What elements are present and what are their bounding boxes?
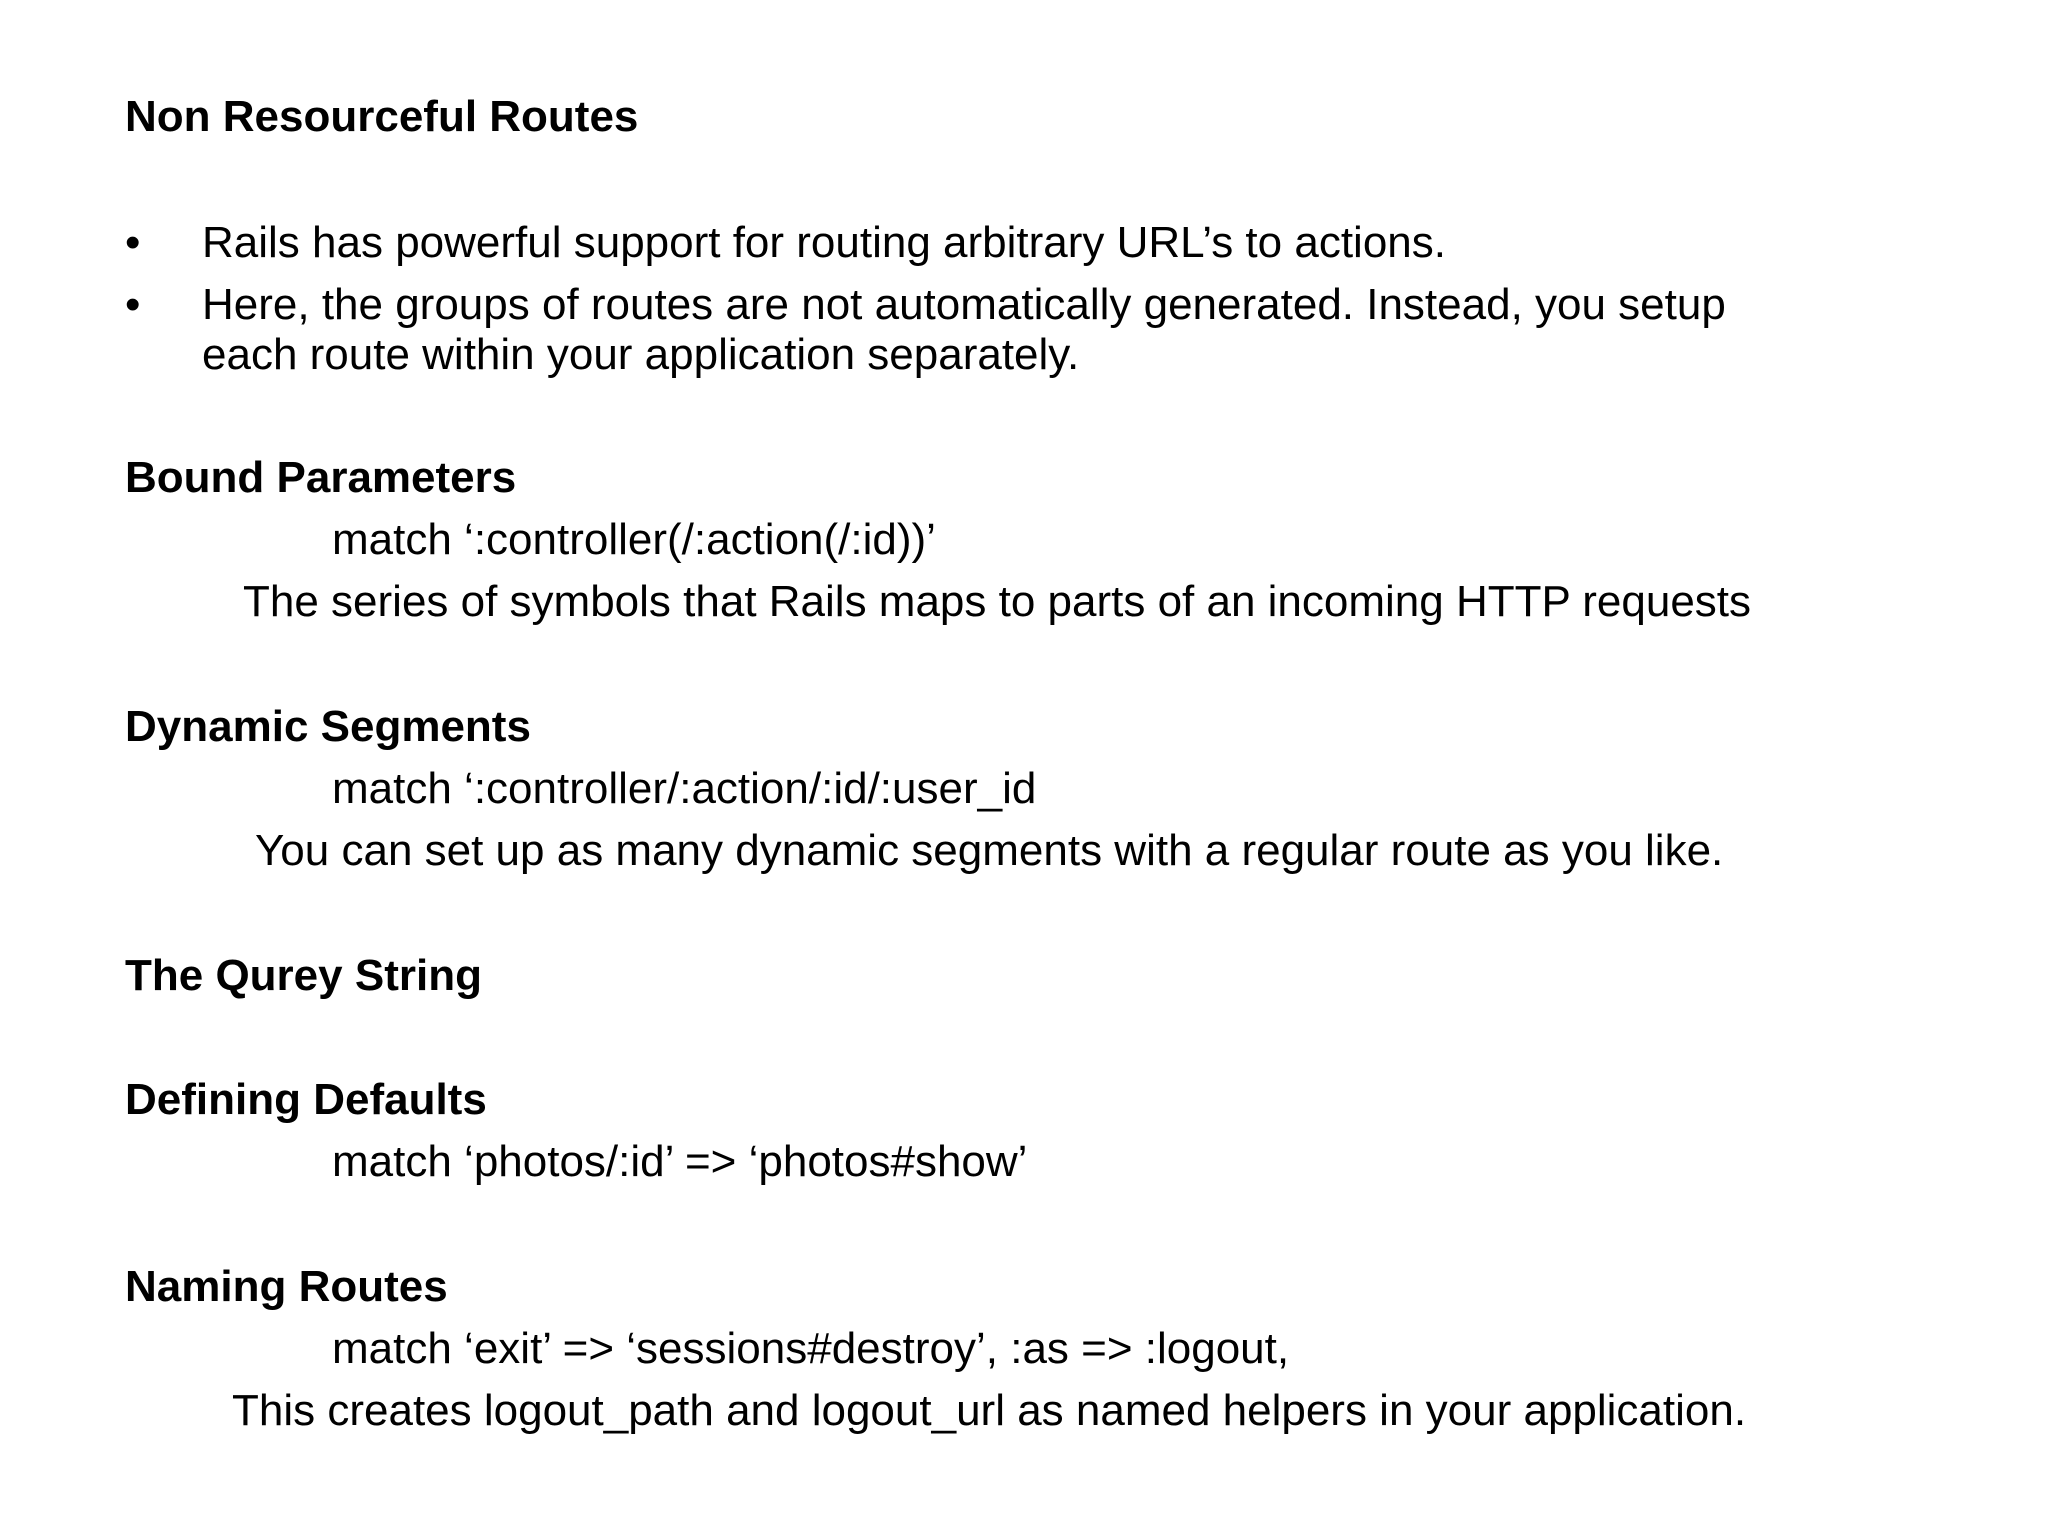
bullet-text-continuation: each route within your application separately. <box>202 330 1080 379</box>
bullet-marker: • <box>125 280 141 329</box>
heading-defining-defaults: Defining Defaults <box>125 1075 487 1124</box>
description-naming-routes: This creates logout_path and logout_url as named helpers in your application. <box>232 1386 1747 1435</box>
heading-naming-routes: Naming Routes <box>125 1262 448 1311</box>
code-naming-routes: match ‘exit’ => ‘sessions#destroy’, :as => :logout, <box>332 1324 1290 1373</box>
bullet-text: Rails has powerful support for routing arbitrary URL’s to actions. <box>202 218 1446 267</box>
heading-non-resourceful-routes: Non Resourceful Routes <box>125 92 639 141</box>
description-dynamic-segments: You can set up as many dynamic segments with a regular route as you like. <box>255 826 1724 875</box>
code-bound-parameters: match ‘:controller(/:action(/:id))’ <box>332 515 936 564</box>
heading-query-string: The Qurey String <box>125 951 482 1000</box>
code-defining-defaults: match ‘photos/:id’ => ‘photos#show’ <box>332 1137 1028 1186</box>
heading-bound-parameters: Bound Parameters <box>125 453 517 502</box>
code-dynamic-segments: match ‘:controller/:action/:id/:user_id <box>332 764 1037 813</box>
bullet-marker: • <box>125 218 141 267</box>
bullet-text: Here, the groups of routes are not automatically generated. Instead, you setup <box>202 280 1726 329</box>
description-bound-parameters: The series of symbols that Rails maps to parts of an incoming HTTP requests <box>243 577 1752 626</box>
heading-dynamic-segments: Dynamic Segments <box>125 702 531 751</box>
